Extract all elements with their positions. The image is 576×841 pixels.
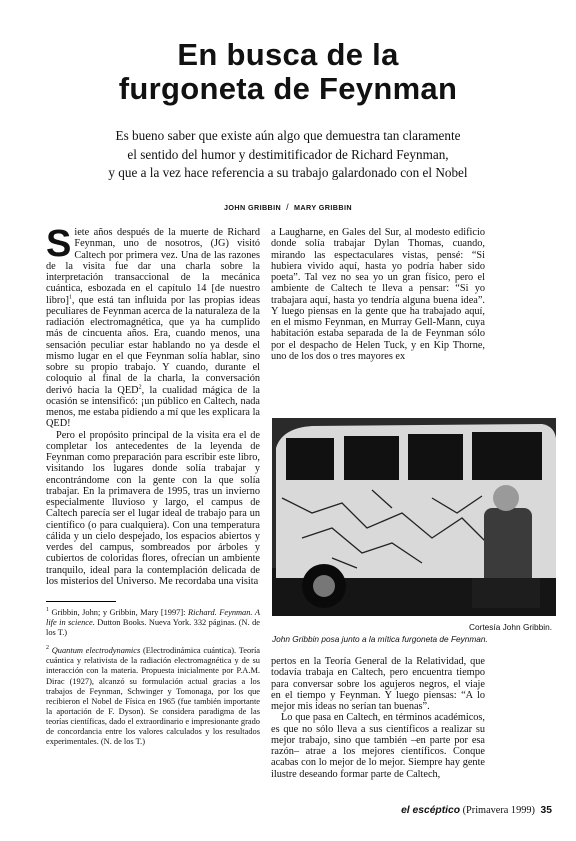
magazine-name: el escéptico [401,805,461,816]
paragraph-4: Lo que pasa en Caltech, en términos académicos, es que no sólo lleva a sus científicos a realizar su mejor trabajo, sino que también –en parte por esa razón– atrae a los mejores científicos. Conque acabas con lo mejor de lo mejor. Siempre hay gente ilustre deseando formar parte de Caltech, [271,712,485,780]
footnote-1-mark: 1 [46,607,49,614]
body-column-3 [271,656,485,811]
author-john: JOHN GRIBBIN [224,203,282,212]
van-photo-illustration [272,418,556,616]
van-window-4 [472,432,542,480]
article-title [0,38,576,106]
paragraph-1 [46,227,260,430]
title-line-1: En busca de la [177,37,399,72]
paragraph-1-text-b: , que está tan influida por las propias ideas peculiares de Feynman acerca de la naturaleza de la radiación electromagnética, que ya ha cumplido más de cincuenta años. Era, cuando menos, una sensación peculiar estar hablando no ya desde el mismo lugar en el que Feynman solía hablar, sino sobre su propio trabajo. Y cuando, durante el coloquio al final de la charla, la conversación derivó hacia la QED [46,294,260,396]
footnote-rule [46,601,116,602]
article-subtitle [40,127,536,183]
footnote-ref-1: 1 [68,294,72,301]
title-line-2: furgoneta de Feynman [118,71,458,106]
body-column-1 [46,227,260,594]
paragraph-2: Pero el propósito principal de la visita era el de completar los antecedentes de la leyenda de Feynman como preparación para escribir este libro, visitando los lugares donde solía trabajar y encontrándome con la gente con la que solía trabajar. En la primavera de 1995, tras un invierno especialmente lluvioso y largo, el campus de Caltech parecía ser el lugar ideal de trabajo para un científico (o para cualquiera). Con una temperatura cálida y un cielo despejado, los espacios abiertos y verdes del campus, sombreados por árboles y cubiertos de coloridas flores, ofrecían un ambiente tranquilo, ideal para la contemplación delicada de los misterios del Universo. Me recordaba una visita [46,429,260,587]
photo-credit: Cortesía John Gribbin. [468,622,552,632]
van-hubcap [313,575,335,597]
person-legs [472,578,540,608]
drop-cap: S [46,227,72,265]
paragraph-3-continued: pertos en la Teoría General de la Relatividad, que todavía trabaja en Caltech, pero encuentra tiempo para conversar sobre los agujeros negros, el viaje en el tiempo y Feynman. Y luego piensas: “A lo mejor mis ideas no serían tan buenas”. [271,656,485,712]
body-column-2 [271,227,485,417]
author-mary: MARY GRIBBIN [294,203,352,212]
subtitle-line-1: Es bueno saber que existe aún algo que demuestra tan claramente [115,128,461,143]
byline [0,202,576,212]
issue-date: (Primavera 1999) [462,805,535,816]
van-window-3 [408,434,463,480]
footnote-1-text-a: Gribbin, John; y Gribbin, Mary [1997]: [51,608,188,617]
footnote-2-mark: 2 [46,645,49,652]
paragraph-1-text-a: iete años después de la muerte de Richard Feynman, uno de nosotros, (JG) visitó Caltech por primera vez. Una de las razones de la visita fue dar una charla sobre la interpretación transaccional de la mecánica cuántica, esbozada en el capítulo 14 [de nuestro libro] [46,227,260,306]
paragraph-1-text-c: , la cualidad mágica de la ocasión se intensificó: ¡un público en Caltech, nada menos, me estaba pidiendo a mí que les explicara la QED! [46,384,260,430]
van-window-front [286,438,334,480]
subtitle-line-3: y que a la vez hace referencia a su trabajo galardonado con el Nobel [108,165,468,180]
footnotes [46,608,260,755]
paragraph-2-continued: a Laugharne, en Gales del Sur, al modesto edificio donde solía trabajar Dylan Thomas, cuando, mirando las espectaculares vistas, pensé: “Si hubiera vivido aquí, hasta yo podría haber sido poeta”. Tal vez no sea yo un gran físico, pero el ambiente de Caltech te lleva a pensar: “Si yo trabajara aquí, hasta yo tendría alguna buena idea”. Y luego piensas en la gente que ha trabajado aquí, en el mismo Feynman, en Murray Gell-Mann, cuya habitación estaba separada de la de Feynman sólo por el despacho de Helen Tuck, y en Kip Thorne, uno de los dos o tres mayores ex [271,227,485,362]
subtitle-line-2: el sentido del humor y destimitificador de Richard Feynman, [127,146,449,162]
author-separator: / [286,202,290,212]
page-footer [401,805,552,816]
person-head [493,485,519,511]
page-number: 35 [540,805,552,816]
photo-caption: John Gribbin posa junto a la mítica furgoneta de Feynman. [272,634,488,644]
footnote-2-text: (Electrodinámica cuántica). Teoría cuántica y relativista de la radiación electromagnética y de su interacción con la materia. Propuesta inicialmente por P.A.M. Dirac (1927), alcanzó su formulación actual gracias a los trabajos de Feynman, Schwinger y Tomonaga, por los que recibieron el Nobel de Física en 1965 (fue también importante la aportación de F. Dyson). Se considera paradigma de las teorías científicas, dado el extraordinario e impresionante grado de concordancia entre los valores calculados y los resultados experimentales. (N. de los T.) [46,646,261,747]
footnote-ref-2: 2 [138,384,142,391]
footnote-1-text-b: Dutton Books. Nueva York. 332 páginas. (N. de los T.) [46,618,260,638]
person-body [484,508,532,586]
van-photo [272,418,556,616]
footnote-1-title: Richard. Feynman. A life in science. [46,608,261,628]
footnote-1 [46,608,260,638]
van-window-2 [344,436,399,480]
footnote-2-title: Quantum electrodynamics [51,646,141,656]
footnote-2 [46,646,260,747]
